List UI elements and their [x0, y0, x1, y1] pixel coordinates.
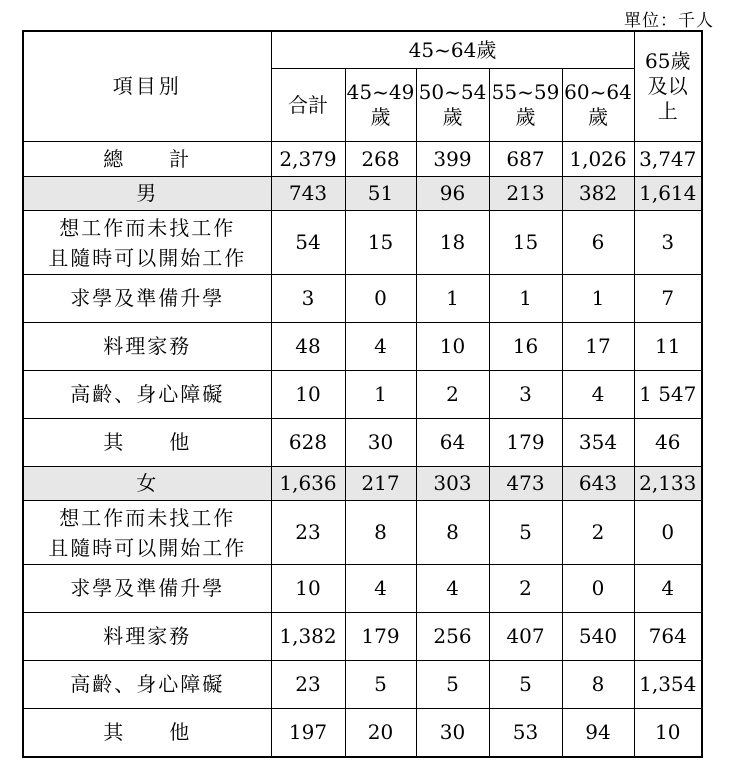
- cell-65-plus: 2,133: [634, 467, 702, 501]
- row-label: 高齡、身心障礙: [23, 371, 271, 419]
- cell-50-54: 256: [416, 613, 489, 661]
- age-55-59-range: 55~59: [491, 80, 560, 104]
- cell-55-59: 3: [489, 371, 562, 419]
- table-row-female: [23, 467, 702, 501]
- cell-45-49: 0: [345, 275, 416, 323]
- cell-55-59: 5: [489, 501, 562, 565]
- age-60-64-header: [562, 69, 634, 142]
- total-header: 合計: [271, 69, 345, 142]
- cell-total: 743: [271, 177, 345, 211]
- cell-55-59: 213: [489, 177, 562, 211]
- cell-45-49: 268: [345, 142, 416, 177]
- table-row: [23, 211, 702, 275]
- table-row-male: [23, 177, 702, 211]
- cell-65-plus: 1,614: [634, 177, 702, 211]
- age-65-line2: 及以: [647, 74, 688, 98]
- cell-50-54: 303: [416, 467, 489, 501]
- table-row: [23, 565, 702, 613]
- row-label: 其 他: [23, 709, 271, 758]
- table-row: [23, 501, 702, 565]
- cell-total: 2,379: [271, 142, 345, 177]
- cell-65-plus: 3,747: [634, 142, 702, 177]
- row-label-line2: 且隨時可以開始工作: [48, 245, 247, 270]
- age-45-49-range: 45~49: [346, 80, 415, 104]
- cell-65-plus: 7: [634, 275, 702, 323]
- age-65-line1: 65歲: [645, 49, 691, 73]
- cell-50-54: 64: [416, 419, 489, 467]
- row-label-line1: 想工作而未找工作: [59, 215, 236, 240]
- cell-60-64: 0: [562, 565, 634, 613]
- cell-60-64: 4: [562, 371, 634, 419]
- table-row: [23, 661, 702, 709]
- cell-65-plus: 0: [634, 501, 702, 565]
- age-50-54-range: 50~54: [418, 80, 487, 104]
- cell-55-59: 1: [489, 275, 562, 323]
- cell-45-49: 4: [345, 323, 416, 371]
- cell-total: 3: [271, 275, 345, 323]
- cell-65-plus: 764: [634, 613, 702, 661]
- cell-60-64: 17: [562, 323, 634, 371]
- cell-60-64: 94: [562, 709, 634, 758]
- cell-total: 197: [271, 709, 345, 758]
- cell-60-64: 1,026: [562, 142, 634, 177]
- age-45-49-sui: 歲: [370, 105, 391, 129]
- cell-total: 1,382: [271, 613, 345, 661]
- row-label: 男: [23, 177, 271, 211]
- cell-50-54: 1: [416, 275, 489, 323]
- age-55-59-header: [489, 69, 562, 142]
- cell-50-54: 18: [416, 211, 489, 275]
- cell-55-59: 5: [489, 661, 562, 709]
- table-row: [23, 709, 702, 758]
- row-label: 高齡、身心障礙: [23, 661, 271, 709]
- table-row: [23, 371, 702, 419]
- cell-60-64: 354: [562, 419, 634, 467]
- cell-50-54: 5: [416, 661, 489, 709]
- age-60-64-sui: 歲: [588, 105, 608, 129]
- cell-total: 10: [271, 565, 345, 613]
- cell-60-64: 2: [562, 501, 634, 565]
- cell-50-54: 96: [416, 177, 489, 211]
- row-label: 求學及準備升學: [23, 275, 271, 323]
- cell-45-49: 1: [345, 371, 416, 419]
- age-65-line3: 上: [657, 99, 678, 123]
- cell-55-59: 179: [489, 419, 562, 467]
- cell-total: 10: [271, 371, 345, 419]
- age-50-54-sui: 歲: [442, 105, 463, 129]
- cell-50-54: 2: [416, 371, 489, 419]
- cell-65-plus: 1 547: [634, 371, 702, 419]
- cell-55-59: 2: [489, 565, 562, 613]
- cell-total: 628: [271, 419, 345, 467]
- row-label-line1: 想工作而未找工作: [59, 505, 236, 530]
- cell-45-49: 30: [345, 419, 416, 467]
- statistics-table: [22, 30, 703, 758]
- unit-label: 單位：千人: [624, 11, 714, 31]
- row-label: 其 他: [23, 419, 271, 467]
- cell-45-49: 51: [345, 177, 416, 211]
- table-row: [23, 613, 702, 661]
- age-50-54-header: [416, 69, 489, 142]
- cell-50-54: 399: [416, 142, 489, 177]
- cell-50-54: 10: [416, 323, 489, 371]
- cell-65-plus: 4: [634, 565, 702, 613]
- cell-65-plus: 1,354: [634, 661, 702, 709]
- cell-total: 23: [271, 501, 345, 565]
- cell-total: 23: [271, 661, 345, 709]
- age-group-45-64-header: 45~64歲: [271, 31, 634, 69]
- header-row-1: [23, 31, 702, 69]
- cell-50-54: 4: [416, 565, 489, 613]
- cell-45-49: 8: [345, 501, 416, 565]
- cell-45-49: 179: [345, 613, 416, 661]
- cell-total: 54: [271, 211, 345, 275]
- cell-60-64: 382: [562, 177, 634, 211]
- row-label-line2: 且隨時可以開始工作: [48, 535, 247, 560]
- age-65-plus-header: [634, 31, 702, 142]
- cell-55-59: 53: [489, 709, 562, 758]
- row-label: 料理家務: [23, 613, 271, 661]
- cell-55-59: 407: [489, 613, 562, 661]
- cell-45-49: 4: [345, 565, 416, 613]
- cell-55-59: 687: [489, 142, 562, 177]
- cell-65-plus: 11: [634, 323, 702, 371]
- cell-45-49: 5: [345, 661, 416, 709]
- cell-55-59: 16: [489, 323, 562, 371]
- cell-60-64: 6: [562, 211, 634, 275]
- age-45-49-header: [345, 69, 416, 142]
- cell-60-64: 540: [562, 613, 634, 661]
- cell-total: 48: [271, 323, 345, 371]
- row-label: 總 計: [23, 142, 271, 177]
- cell-45-49: 20: [345, 709, 416, 758]
- row-label: 求學及準備升學: [23, 565, 271, 613]
- age-60-64-range: 60~64: [564, 80, 632, 104]
- cell-60-64: 1: [562, 275, 634, 323]
- row-label: 女: [23, 467, 271, 501]
- cell-60-64: 643: [562, 467, 634, 501]
- table-row: [23, 275, 702, 323]
- table-row: [23, 142, 702, 177]
- cell-65-plus: 10: [634, 709, 702, 758]
- cell-65-plus: 46: [634, 419, 702, 467]
- cell-45-49: 15: [345, 211, 416, 275]
- table-row: [23, 419, 702, 467]
- cell-50-54: 30: [416, 709, 489, 758]
- age-55-59-sui: 歲: [515, 105, 536, 129]
- item-header: 項目別: [23, 31, 271, 142]
- row-label: [23, 211, 271, 275]
- cell-50-54: 8: [416, 501, 489, 565]
- cell-55-59: 473: [489, 467, 562, 501]
- row-label: 料理家務: [23, 323, 271, 371]
- cell-total: 1,636: [271, 467, 345, 501]
- cell-65-plus: 3: [634, 211, 702, 275]
- cell-60-64: 8: [562, 661, 634, 709]
- table-row: [23, 323, 702, 371]
- cell-55-59: 15: [489, 211, 562, 275]
- row-label: [23, 501, 271, 565]
- cell-45-49: 217: [345, 467, 416, 501]
